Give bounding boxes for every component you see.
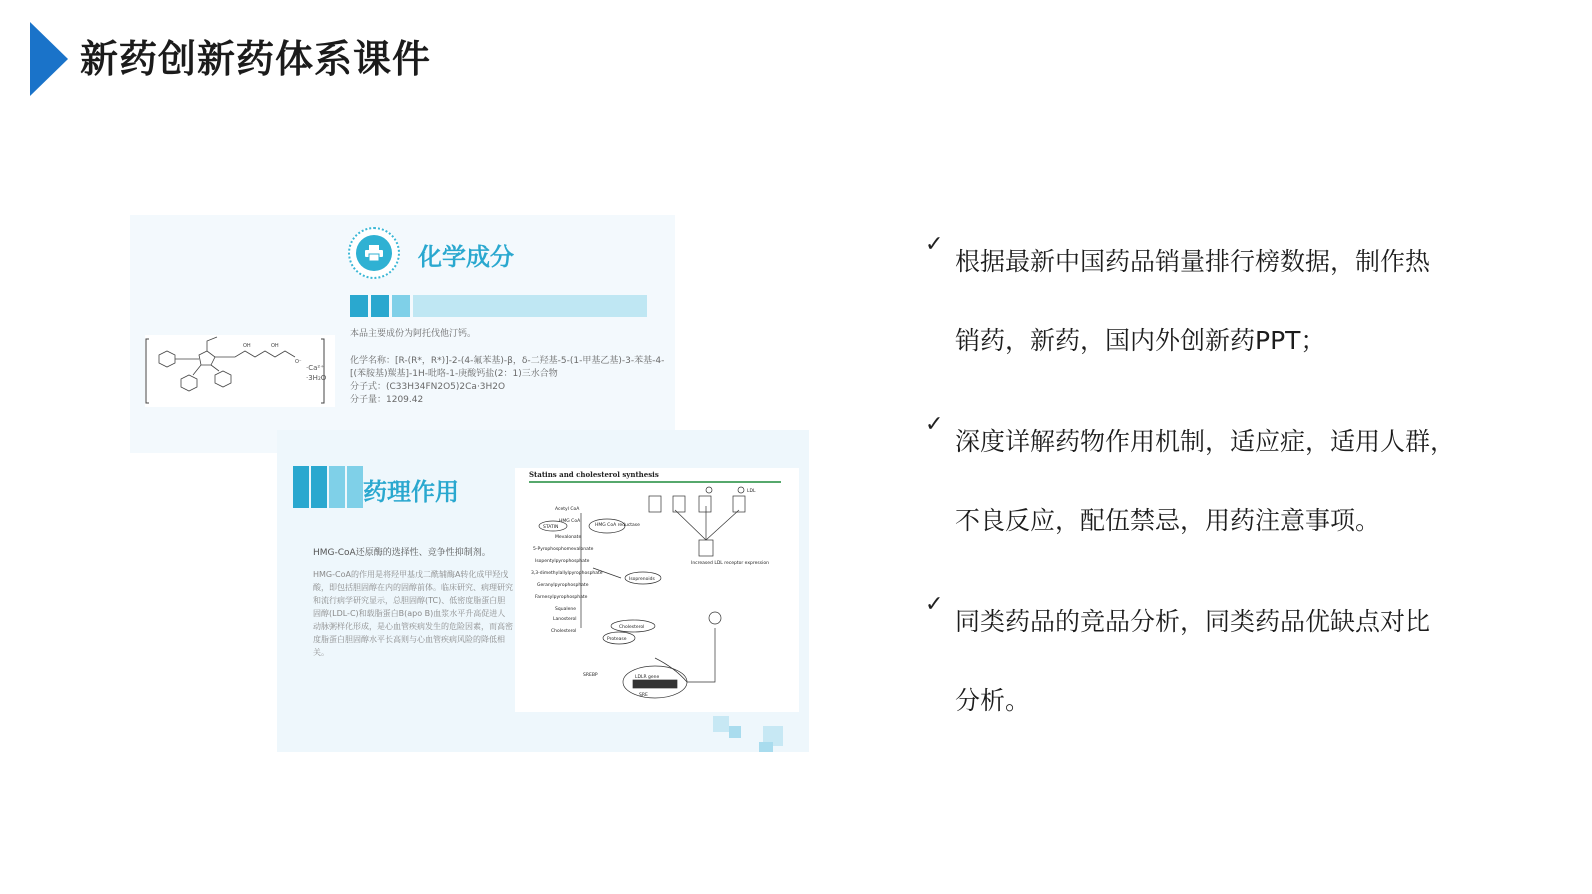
svg-text:OH: OH — [271, 343, 279, 349]
svg-text:STATIN: STATIN — [543, 525, 559, 530]
decor-square — [759, 742, 773, 752]
svg-text:OH: OH — [243, 343, 251, 349]
svg-text:HMG CoA reductase: HMG CoA reductase — [595, 523, 640, 528]
list-item-line: 销药，新药，国内外创新药PPT； — [955, 326, 1326, 355]
svg-text:Isopentylpyrophosphate: Isopentylpyrophosphate — [535, 559, 590, 564]
diagram-title: Statins and cholesterol synthesis — [529, 470, 659, 479]
printer-badge-icon — [348, 227, 400, 279]
svg-text:Mevalonate: Mevalonate — [555, 535, 582, 540]
svg-text:O⁻: O⁻ — [295, 359, 302, 365]
decor-square — [729, 726, 741, 738]
svg-text:Squalene: Squalene — [555, 607, 576, 612]
svg-text:Acetyl CoA: Acetyl CoA — [555, 507, 580, 512]
statins-diagram — [515, 468, 799, 712]
list-item-line: 同类药品的竞品分析，同类药品优缺点对比 — [955, 607, 1431, 636]
svg-text:Lanosterol: Lanosterol — [553, 617, 577, 622]
svg-text:LDL: LDL — [747, 489, 756, 494]
svg-text:SREBP: SREBP — [583, 673, 598, 678]
svg-text:Cholesterol: Cholesterol — [619, 625, 645, 630]
svg-text:SRE: SRE — [639, 693, 648, 698]
check-icon: ✓ — [925, 412, 944, 437]
chemistry-side-labels: ·Ca²⁺ ·3H₂O — [306, 364, 327, 382]
slide-preview-chemistry — [130, 215, 675, 453]
pharmacology-subheading: HMG-CoA还原酶的选择性、竞争性抑制剂。 — [313, 548, 491, 558]
svg-text:HMG CoA: HMG CoA — [559, 519, 581, 524]
svg-text:3,3-dimethylallylpyrophosphate: 3,3-dimethylallylpyrophosphate — [531, 571, 603, 576]
heading-bar — [350, 295, 647, 317]
list-item-line: 不良反应，配伍禁忌，用药注意事项。 — [955, 506, 1381, 535]
list-item — [925, 582, 1485, 740]
svg-text:Farnesylpyrophosphate: Farnesylpyrophosphate — [535, 595, 588, 600]
check-icon: ✓ — [925, 232, 944, 257]
svg-text:Isoprenoids: Isoprenoids — [629, 577, 655, 582]
chemistry-line-1: 化学名称：[R-(R*，R*)]-2-(4-氟苯基)-β，δ-二羟基-5-(1-甲基乙基)-3-苯基-4- — [350, 356, 665, 366]
pharmacology-heading: 药理作用 — [363, 478, 459, 506]
list-item — [925, 402, 1485, 560]
title-arrow-icon — [30, 22, 68, 96]
svg-text:Geranylpyrophosphate: Geranylpyrophosphate — [537, 583, 589, 588]
decor-square — [713, 716, 729, 732]
chemistry-line-4: 分子量：1209.42 — [350, 395, 424, 405]
svg-text:Cholesterol: Cholesterol — [551, 629, 577, 634]
page-title: 新药创新药体系课件 — [80, 37, 432, 81]
svg-text:5-Pyrophosphomevalonate: 5-Pyrophosphomevalonate — [533, 547, 594, 552]
list-item-line: 分析。 — [955, 686, 1031, 715]
list-item-line: 深度详解药物作用机制，适应症，适用人群， — [955, 427, 1456, 456]
list-item — [925, 222, 1485, 380]
pharmacology-body: HMG-CoA的作用是将羟甲基戊二酰辅酶A转化成甲羟戊酸，即包括胆固醇在内的固醇前体。临床研究、病理研究和流行病学研究显示，总胆固醇(TC)、低密度脂蛋白胆固醇(LDL-C)和载脂蛋白B(apo B)血浆水平升高促进人动脉粥样化形成，是心血管疾病发生的危险因素，而高密度脂蛋白胆固醇水平长高则与心血管疾病风险的降低相关。 — [313, 570, 513, 657]
chemistry-lead: 本品主要成份为阿托伐他汀钙。 — [350, 329, 477, 339]
feature-list — [925, 222, 1485, 762]
slide-preview-pharmacology — [277, 430, 809, 752]
svg-text:LDLR gene: LDLR gene — [635, 675, 660, 680]
chemistry-line-2: [(苯胺基)羰基]-1H-吡咯-1-庚酸钙盐(2：1)三水合物 — [350, 369, 558, 379]
check-icon: ✓ — [925, 592, 944, 617]
pharmacology-bars-icon — [293, 466, 365, 508]
svg-text:Protease: Protease — [607, 637, 627, 642]
chemistry-heading: 化学成分 — [418, 243, 514, 271]
chemistry-line-3: 分子式：(C33H34FN2O5)2Ca·3H2O — [350, 382, 506, 392]
list-item-line: 根据最新中国药品销量排行榜数据，制作热 — [955, 247, 1431, 276]
svg-text:Increased LDL receptor express: Increased LDL receptor expression — [691, 561, 769, 566]
